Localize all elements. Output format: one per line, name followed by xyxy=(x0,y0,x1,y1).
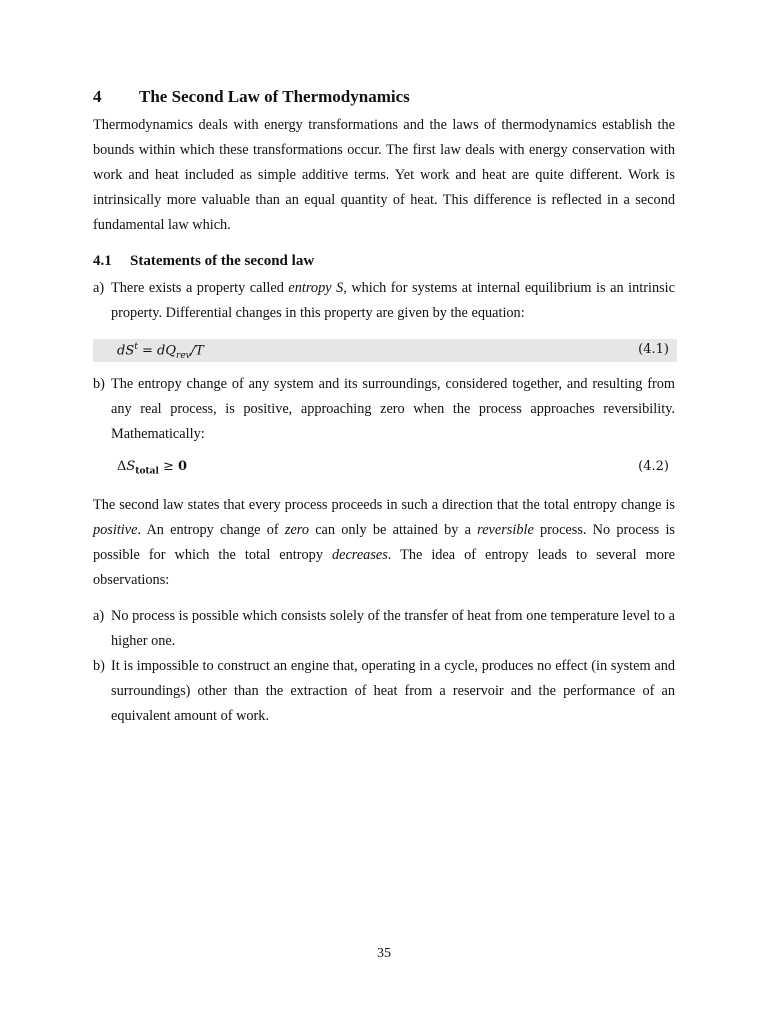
section-number: 4.1 xyxy=(93,253,112,269)
second-law-paragraph xyxy=(93,493,675,593)
text-run: . The idea of entropy leads to several more observations: xyxy=(93,547,675,588)
section-heading xyxy=(93,250,314,272)
observation-b xyxy=(93,654,675,729)
equation-number: (4.2) xyxy=(638,459,669,474)
eq-term: /T xyxy=(190,343,204,359)
text-run: can only be attained by a xyxy=(308,522,478,538)
eq-operator: ≥ xyxy=(158,459,179,474)
eq-term: 0 xyxy=(178,459,188,474)
text-run: , which for systems at internal equilibrium is an intrinsic property. Differential changes in this property are given by the equation: xyxy=(111,280,675,321)
eq-term: S xyxy=(126,459,136,474)
statement-a xyxy=(93,276,675,326)
text-run: No process is possible which consists solely of the transfer of heat from one temperature level to a higher one. xyxy=(111,608,675,649)
eq-term: dS xyxy=(117,343,135,359)
eq-operator: Δ xyxy=(117,459,127,474)
list-label: a) xyxy=(93,608,105,624)
page-number: 35 xyxy=(377,946,391,961)
list-label: b) xyxy=(93,376,105,392)
eq-operator: = xyxy=(137,343,158,359)
text-run: The entropy change of any system and its surroundings, considered together, and resulting from any real process, is positive, approaching zero when the process approaches reversibility. Mathematically: xyxy=(111,376,675,442)
section-title: Statements of the second law xyxy=(130,253,315,269)
text-run: The second law states that every process proceeds in such a direction that the total entropy change is xyxy=(93,497,675,513)
equation-4-1 xyxy=(93,339,677,362)
emphasis-zero: zero xyxy=(284,522,309,538)
eq-subscript: total xyxy=(135,466,159,477)
emphasis-decreases: decreases xyxy=(331,547,388,563)
emphasis-reversible: reversible xyxy=(477,522,534,538)
emphasis-positive: positive xyxy=(93,522,138,538)
eq-term: dQ xyxy=(157,343,177,359)
chapter-number: 4 xyxy=(93,87,102,106)
chapter-heading xyxy=(93,86,410,108)
equation-number: (4.1) xyxy=(638,342,669,357)
chapter-title: The Second Law of Thermodynamics xyxy=(139,87,410,106)
eq-subscript: rev xyxy=(176,350,191,361)
list-label: b) xyxy=(93,658,105,674)
intro-paragraph: Thermodynamics deals with energy transformations and the laws of thermodynamics establish the bounds within which these transformations occur. The first law deals with energy conservation with work and heat included as simple additive terms. Yet work and heat are quite different. Work is intrinsically more valuable than an equal quantity of heat. This difference is reflected in a second fundamental law which. xyxy=(93,117,675,233)
text-run: There exists a property called xyxy=(111,280,289,296)
eq-superscript: t xyxy=(134,342,138,352)
text-run: process. No process is possible for which the total entropy xyxy=(93,522,676,563)
text-run: . An entropy change of xyxy=(137,522,285,538)
equation-4-2 xyxy=(93,456,677,479)
statement-b xyxy=(93,372,675,447)
text-run: It is impossible to construct an engine that, operating in a cycle, produces no effect (in system and surroundings) other than the extraction of heat from a reservoir and the performance of an equivalent amount of work. xyxy=(111,658,675,724)
list-label: a) xyxy=(93,280,105,296)
entropy-term: entropy S xyxy=(288,280,344,296)
equation-expression xyxy=(117,342,204,361)
equation-expression xyxy=(117,459,187,477)
observation-a xyxy=(93,604,675,654)
